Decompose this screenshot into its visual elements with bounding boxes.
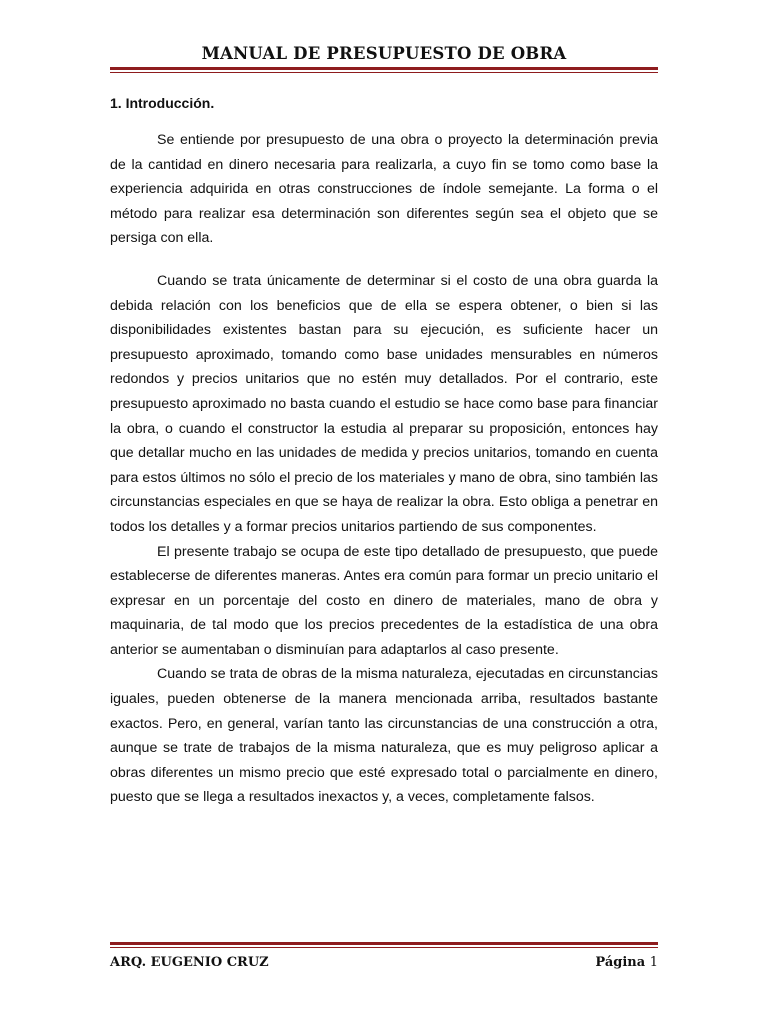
page-label: Página (595, 955, 646, 970)
footer-rule-thin (110, 947, 658, 948)
document-title: MANUAL DE PRESUPUESTO DE OBRA (201, 44, 567, 63)
section-heading: 1. Introducción. (110, 95, 215, 111)
page-indicator (595, 954, 658, 972)
footer-line (110, 954, 658, 972)
paragraph: Se entiende por presupuesto de una obra o proyecto la determinación previa de la cantidad en dinero necesaria para realizarla, a cuyo fin se tomo como base la experiencia adquirida en otras construcciones de índole semejante. La forma o el método para realizar esa determinación son diferentes según sea el objeto que se persiga con ella. (110, 132, 658, 247)
paragraph: Cuando se trata únicamente de determinar si el costo de una obra guarda la debida relación con los beneficios que de ella se espera obtener, o bien si las disponibilidades existentes bastan para su ejecución, es suficiente hacer un presupuesto aproximado, tomando como base unidades mensurables en números redondos y precios unitarios que no estén muy detallados. Por el contrario, este presupuesto aproximado no basta cuando el estudio se hace como base para financiar la obra, o cuando el constructor la estudia al preparar su proposición, entonces hay que detallar mucho en las unidades de medida y precios unitarios, tomando en cuenta para estos últimos no sólo el precio de los materiales y mano de obra, sino también las circunstancias especiales en que se haya de realizar la obra. Esto obliga a penetrar en todos los detalles y a formar precios unitarios partiendo de sus componentes. (110, 272, 658, 535)
footer-rule (110, 942, 658, 948)
page-number: 1 (649, 955, 658, 970)
header-rule (110, 67, 658, 73)
header-rule-thick (110, 67, 658, 70)
page-content (110, 93, 658, 810)
footer-rule-thick (110, 942, 658, 945)
paragraph: Cuando se trata de obras de la misma naturaleza, ejecutadas en circunstancias iguales, pueden obtenerse de la manera mencionada arriba, resultados bastante exactos. Pero, en general, varían tanto las circunstancias de una construcción a otra, aunque se trate de trabajos de la misma naturaleza, que es muy peligroso aplicar a obras diferentes un mismo precio que esté expresado total o parcialmente en dinero, puesto que se llega a resultados inexactos y, a veces, completamente falsos. (110, 666, 658, 806)
paragraph: El presente trabajo se ocupa de este tipo detallado de presupuesto, que puede establecerse de diferentes maneras. Antes era común para formar un precio unitario el expresar en un porcentaje del costo en dinero de materiales, mano de obra y maquinaria, de tal modo que los precios precedentes de la estadística de una obra anterior se aumentaban o disminuían para adaptarlos al caso presente. (110, 543, 658, 658)
page-footer (110, 939, 658, 972)
footer-author: ARQ. EUGENIO CRUZ (110, 955, 269, 970)
header-rule-thin (110, 72, 658, 73)
page-header (110, 44, 658, 73)
